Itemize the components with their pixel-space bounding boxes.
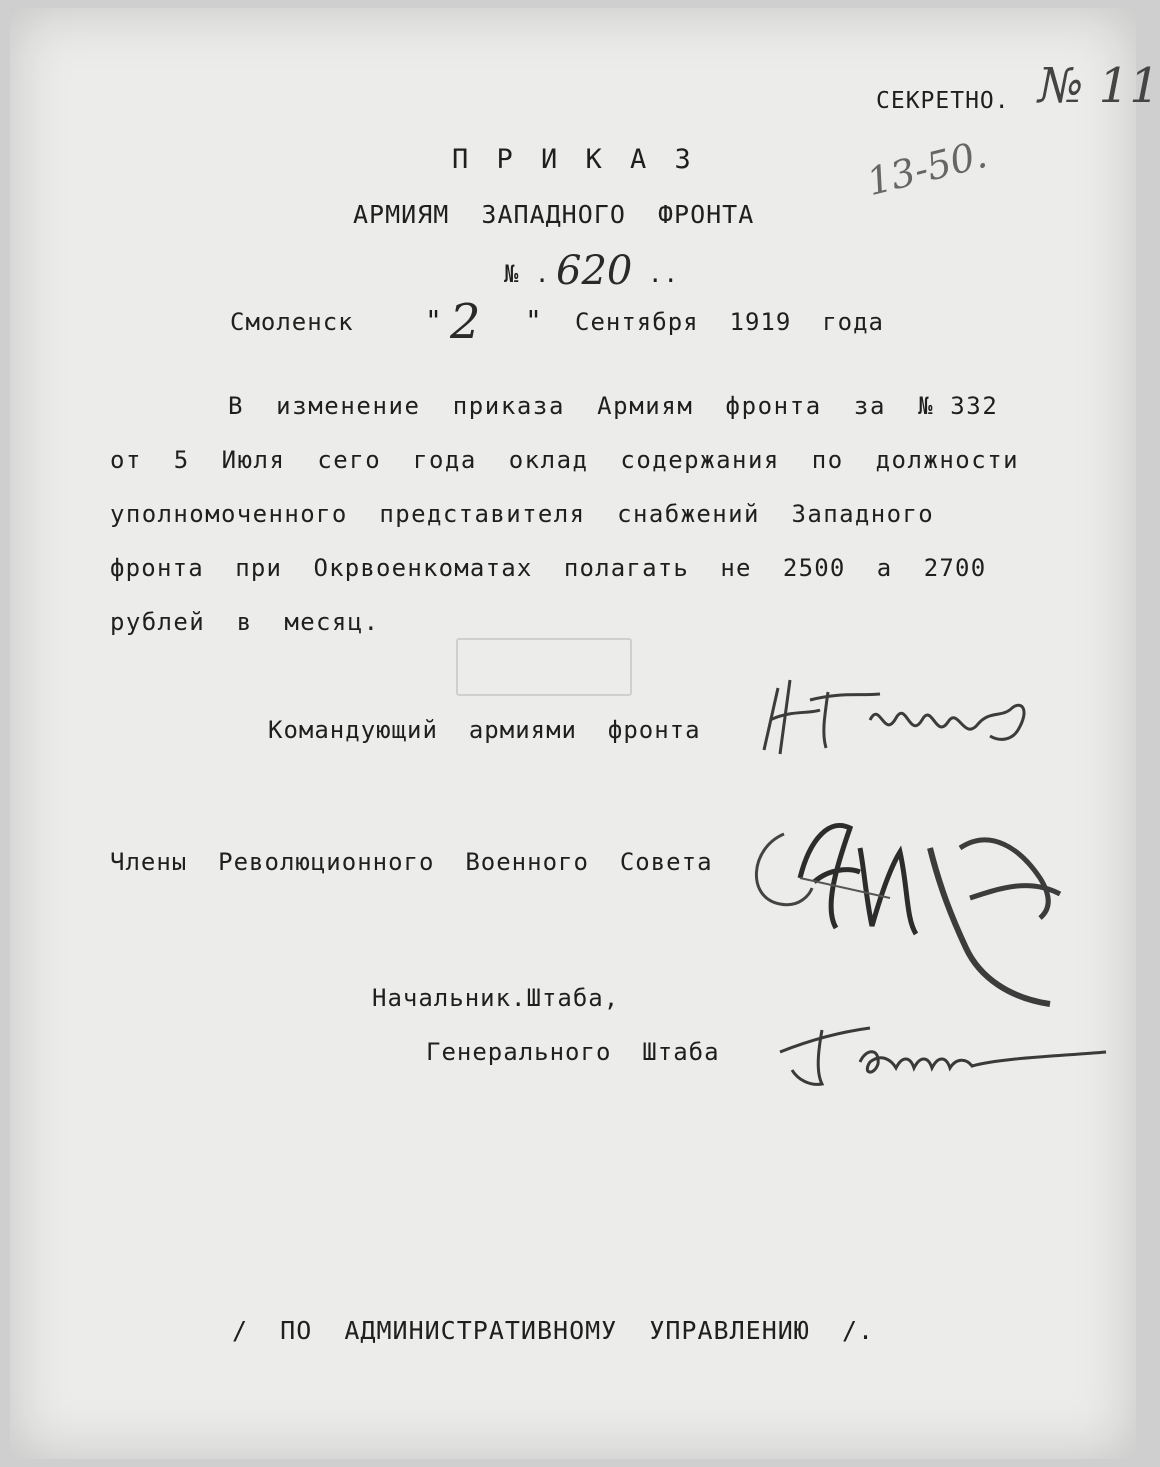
faint-stamp (456, 638, 632, 696)
commander-label: Командующий армиями фронта (268, 716, 701, 744)
body-line: рублей в месяц. (110, 608, 380, 636)
dateline-city: Смоленск (230, 308, 354, 336)
pencil-annotation: 13-50. (862, 131, 992, 205)
order-number-suffix: .. (648, 260, 679, 288)
dateline-quote-close: " (525, 304, 543, 337)
dateline-day: 2 (450, 294, 481, 350)
classification-label: СЕКРЕТНО. (876, 88, 1010, 114)
document-title: П Р И К А З (452, 144, 697, 175)
council-signatures (740, 808, 1080, 1008)
document-subtitle: АРМИЯМ ЗАПАДНОГО ФРОНТА (353, 200, 755, 229)
body-line: В изменение приказа Армиям фронта за № 332 (228, 392, 999, 420)
archive-corner-mark: № 11 (1038, 58, 1160, 114)
general-staff-label: Генерального Штаба (426, 1038, 720, 1066)
chief-of-staff-label: Начальник.Штаба, (372, 984, 620, 1012)
dateline-month-year: Сентября 1919 года (575, 308, 884, 336)
department-footer: / ПО АДМИНИСТРАТИВНОМУ УПРАВЛЕНИЮ /. (232, 1316, 875, 1345)
body-line: от 5 Июля сего года оклад содержания по должности (110, 446, 1020, 474)
document-page (10, 8, 1160, 1459)
order-number-prefix: № . (504, 260, 551, 288)
order-number-handwritten: 620 (556, 248, 633, 294)
body-line: фронта при Окрвоенкоматах полагать не 2500 а 2700 (110, 554, 987, 582)
chief-of-staff-signature (770, 1012, 1110, 1092)
dateline-quote-open: " (425, 304, 443, 337)
body-line: уполномоченного представителя снабжений Западного (110, 500, 935, 528)
commander-signature (750, 670, 1040, 760)
council-label: Члены Революционного Военного Совета (110, 848, 713, 876)
